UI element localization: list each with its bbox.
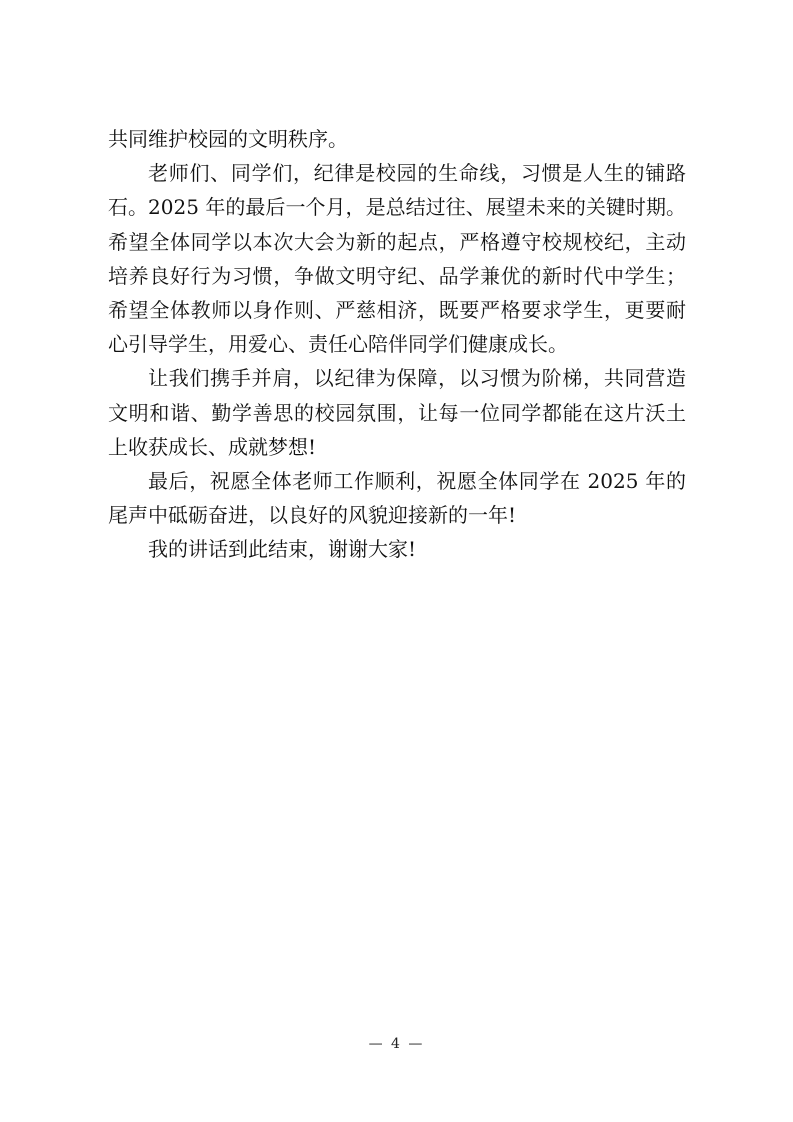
paragraph-5: 我的讲话到此结束，谢谢大家! bbox=[148, 537, 417, 562]
paragraph-2: 老师们、同学们，纪律是校园的生命线，习惯是人生的铺路石。2025 年的最后一个月，是总结过往、展望未来的关键时期。希望全体同学以本次大会为新的起点，严格遵守校规校纪，主动培养良好行为习惯，争做文明守纪、品学兼优的新时代中学生；希望全体教师以身作则、严慈相济，既要严格要求学生，更要耐心引导学生，用爱心、责任心陪伴同学们健康成长。 bbox=[108, 161, 686, 357]
paragraph-4: 最后，祝愿全体老师工作顺利，祝愿全体同学在 2025 年的尾声中砥砺奋进，以良好的风貌迎接新的一年! bbox=[108, 469, 686, 528]
paragraph-1: 共同维护校园的文明秩序。 bbox=[108, 127, 348, 151]
document-body bbox=[108, 122, 686, 567]
paragraph-3: 让我们携手并肩，以纪律为保障，以习惯为阶梯，共同营造文明和谐、勤学善思的校园氛围，让每一位同学都能在这片沃土上收获成长、成就梦想! bbox=[108, 366, 686, 459]
page-number: — 4 — bbox=[368, 1036, 425, 1052]
